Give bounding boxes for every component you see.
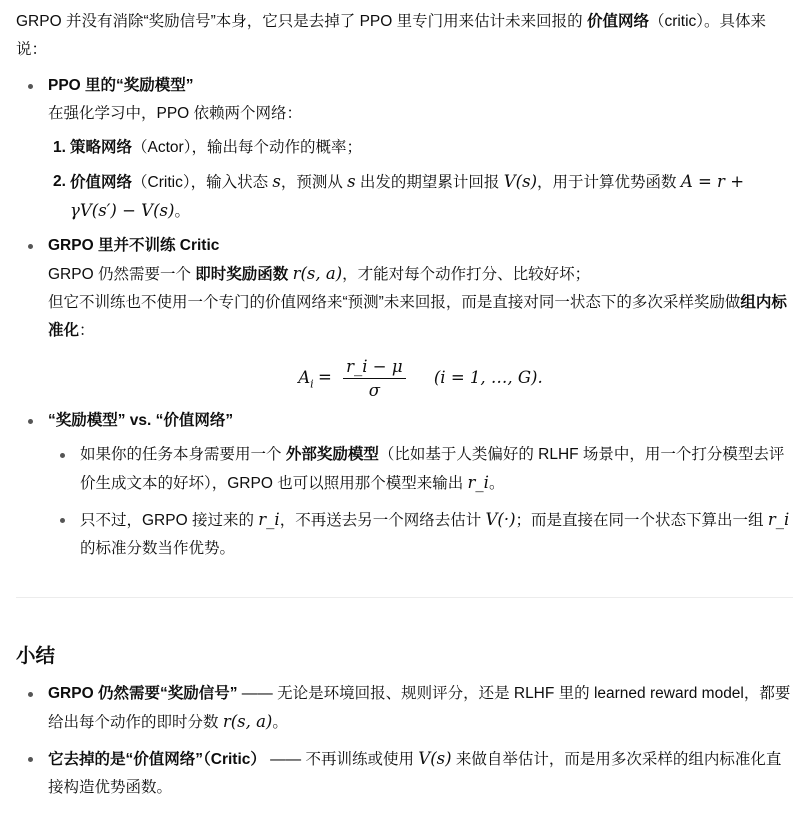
section-divider [16, 597, 793, 598]
text: 。 [272, 714, 288, 731]
bold-term: 它去掉的是“价值网络”（Critic） [48, 751, 266, 768]
section-title: GRPO 里并不训练 Critic [48, 237, 220, 254]
text: ，不再送去另一个网络去估计 [279, 512, 486, 529]
denominator: σ [368, 381, 380, 400]
main-bullet-list [16, 72, 793, 563]
intro-bold-term: 价值网络 [586, 13, 649, 30]
equation-condition: (i = 1, …, G). [433, 367, 543, 387]
math-inline: s [272, 172, 281, 191]
equals-sign: = [318, 367, 338, 387]
list-item-critic [48, 168, 793, 226]
math-inline: V(s) [503, 172, 538, 191]
item-bold-term: 价值网络 [70, 174, 133, 191]
math-inline: r(s, a) [292, 264, 343, 283]
numerator: r_i − μ [343, 357, 405, 379]
section-title: PPO 里的“奖励模型” [48, 77, 194, 94]
math-advantage-formula: A = r + γV(s′) − V(s) [70, 172, 745, 220]
equation-lhs: $A_i$ [298, 367, 314, 390]
summary-item [16, 680, 793, 737]
section-grpo-no-critic [16, 232, 793, 403]
bold-term: GRPO 仍然需要“奖励信号” [48, 685, 238, 702]
text: 但它不训练也不使用一个专门的价值网络来“预测”未来回报，而是直接对同一状态下的多次采样奖励做 [48, 294, 741, 311]
sub-bullet-list [48, 441, 793, 563]
intro-text: GRPO 并没有消除“奖励信号”本身，它只是去掉了 PPO 里专门用来估计未来回报的 [16, 13, 587, 30]
fraction [343, 357, 405, 400]
summary-list [16, 680, 793, 802]
text: 的标准分数当作优势。 [80, 540, 236, 557]
item-text: 出发的期望累计回报 [355, 174, 504, 191]
list-item-actor [48, 134, 793, 162]
math-inline: r_i [467, 473, 489, 492]
sub-list-item [48, 441, 793, 498]
item-bold-term: 策略网络 [70, 139, 133, 156]
bold-term: 即时奖励函数 [195, 266, 289, 283]
item-text: ，用于计算优势函数 [537, 174, 681, 191]
section-line-2 [48, 289, 793, 345]
summary-item [16, 745, 793, 802]
section-text: 在强化学习中，PPO 依赖两个网络： [48, 105, 303, 122]
bold-term: 组内标准化 [48, 294, 787, 339]
display-equation [48, 357, 793, 403]
text: GRPO 仍然需要一个 [48, 266, 196, 283]
math-inline: r_i [767, 510, 790, 529]
text: ；而是直接在同一个状态下算出一组 [515, 512, 768, 529]
math-inline: s [347, 172, 356, 191]
text: （比如基于人类偏好的 RLHF 场景中，用一个打分模型去评价生成文本的好坏），GRPO 也可以照用那个模型来输出 [80, 446, 785, 492]
summary-heading: 小结 [16, 645, 56, 667]
section-ppo-reward-model [16, 72, 793, 226]
intro-text-end: （critic）。具体来说： [16, 13, 767, 58]
section-reward-vs-value [16, 407, 793, 563]
bold-term: 外部奖励模型 [285, 446, 379, 463]
item-text: ，预测从 [280, 174, 348, 191]
item-text: （Critic），输入状态 [132, 174, 273, 191]
math-inline: V(·) [485, 510, 516, 529]
section-line-1 [48, 260, 793, 289]
math-inline: r(s, a) [222, 712, 273, 731]
text: 如果你的任务本身需要用一个 [80, 446, 286, 463]
network-list [48, 134, 793, 226]
section-title: “奖励模型” vs. “价值网络” [48, 412, 234, 429]
item-text: 。 [174, 203, 190, 220]
math-inline: r_i [258, 510, 280, 529]
text: ，才能对每个动作打分、比较好坏； [342, 266, 591, 283]
text: 。 [488, 475, 505, 492]
text: ： [79, 322, 95, 339]
item-number: 1. [53, 139, 66, 156]
math-inline: V(s) [418, 749, 452, 768]
intro-paragraph [16, 0, 793, 64]
item-text: （Actor），输出每个动作的概率； [132, 139, 362, 156]
text: —— 不再训练或使用 [265, 751, 419, 768]
text: —— 无论是环境回报、规则评分，还是 RLHF 里的 learned reward model，都要给出每个动作的即时分数 [48, 685, 791, 731]
sub-list-item [48, 506, 793, 563]
item-number: 2. [53, 173, 66, 190]
text: 只不过，GRPO 接过来的 [80, 512, 259, 529]
text: 来做自举估计，而是用多次采样的组内标准化直接构造优势函数。 [48, 751, 782, 796]
